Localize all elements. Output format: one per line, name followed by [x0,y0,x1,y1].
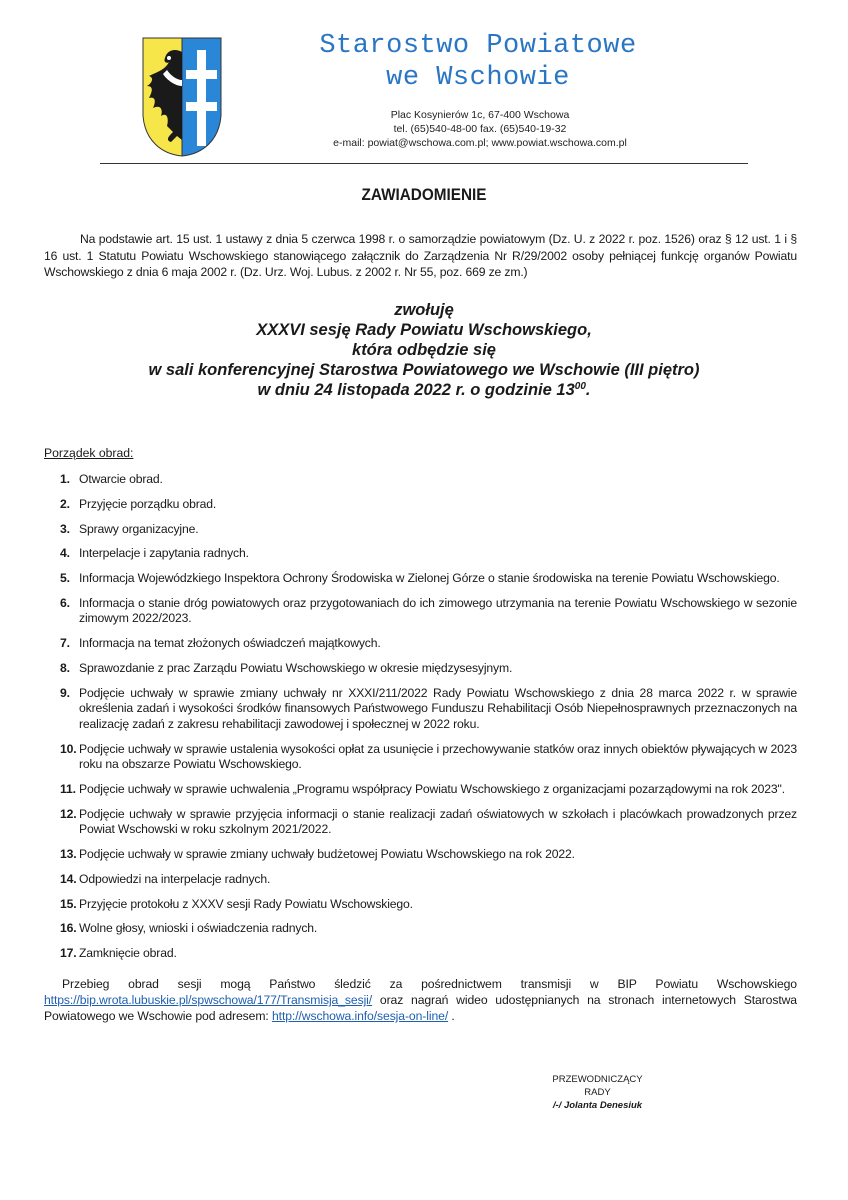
agenda-item-number: 17. [60,946,77,961]
session-online-link[interactable]: http://wschowa.info/sesja-on-line/ [271,1009,449,1023]
organization-name-line2: we Wschowie [386,63,570,93]
agenda-item-text: Podjęcie uchwały w sprawie uchwalenia „Programu współpracy Powiatu Wschowskiego z organizacjami pozarządowymi na rok 2023". [79,781,785,796]
agenda-item [60,897,797,913]
agenda-item-text: Sprawozdanie z prac Zarządu Powiatu Wschowskiego w okresie międzysesyjnym. [79,661,513,676]
convene-line3: która odbędzie się [352,341,496,359]
agenda-item [60,497,797,513]
agenda-item [60,847,797,863]
agenda-item-number: 4. [60,546,70,561]
legal-basis-paragraph [44,231,797,281]
agenda-item-number: 15. [60,896,77,911]
organization-name-line1: Starostwo Powiatowe [319,31,637,61]
agenda-item [60,546,797,562]
agenda-item [60,596,797,627]
agenda-item [60,636,797,652]
broadcast-note [44,976,797,1024]
agenda-item-number: 12. [60,806,77,821]
agenda-item-text: Przyjęcie protokołu z XXXV sesji Rady Powiatu Wschowskiego. [79,896,413,911]
email-website: e-mail: powiat@wschowa.com.pl; www.powiat.wschowa.com.pl [333,137,627,149]
agenda-item-text: Informacja Wojewódzkiego Inspektora Ochrony Środowiska w Zielonej Górze o stanie środowiska na terenie Powiatu Wschowskiego. [79,571,780,586]
agenda-item [60,686,797,733]
agenda-item-number: 13. [60,847,77,862]
agenda-item-number: 16. [60,921,77,936]
agenda-item-number: 10. [60,741,77,756]
convene-line1: zwołuję [394,301,454,319]
signature-block [540,1073,655,1112]
agenda-item-number: 8. [60,661,70,676]
agenda-item-number: 9. [60,685,70,700]
organization-address-block [300,108,660,150]
agenda-item-number: 14. [60,871,77,886]
agenda-item-text: Informacja o stanie dróg powiatowych oraz przygotowaniach do ich zimowego utrzymania na terenie Powiatu Wschowskiego w sezonie zimowym 2022/2023. [79,595,797,626]
convene-line2: XXXVI sesję Rady Powiatu Wschowskiego, [256,321,592,339]
broadcast-text-after: . [448,1009,455,1023]
agenda-item-number: 11. [60,781,76,796]
address: Plac Kosynierów 1c, 67-400 Wschowa [390,109,570,121]
agenda-item-text: Podjęcie uchwały w sprawie przyjęcia informacji o stanie realizacji zadań oświatowych w szkołach i placówkach prowadzonych przez Powiat Wschowski w roku szkolnym 2021/2022. [79,806,797,837]
bip-transmission-link[interactable]: https://bip.wrota.lubuskie.pl/spwschowa/177/Transmisja_sesji/ [44,993,373,1007]
agenda-item-text: Interpelacje i zapytania radnych. [79,546,249,561]
agenda-item-text: Podjęcie uchwały w sprawie zmiany uchwały budżetowej Powiatu Wschowskiego na rok 2022. [79,847,575,862]
agenda-item-number: 3. [60,521,70,536]
agenda-item-number: 6. [60,595,70,610]
document-title: ZAWIADOMIENIE [361,185,487,204]
agenda-item-text: Sprawy organizacyjne. [79,521,199,536]
agenda-item [60,522,797,538]
agenda-item-text: Odpowiedzi na interpelacje radnych. [79,871,271,886]
agenda-item [60,872,797,888]
agenda-list [60,472,797,971]
agenda-item-number: 5. [60,571,70,586]
agenda-item-text: Podjęcie uchwały w sprawie ustalenia wysokości opłat za usunięcie i przechowywanie statków oraz innych obiektów pływających w 2023 roku na obszarze Powiatu Wschowskiego. [79,741,797,772]
agenda-item-number: 2. [60,496,70,511]
agenda-item [60,921,797,937]
agenda-item [60,742,797,773]
agenda-item-number: 7. [60,636,70,651]
agenda-item [60,571,797,587]
convene-line4: w sali konferencyjnej Starostwa Powiatowego we Wschowie (III piętro) [148,361,700,379]
agenda-item-text: Zamknięcie obrad. [79,946,177,961]
agenda-item [60,807,797,838]
agenda-item [60,472,797,488]
signature-role-line2: RADY [584,1087,611,1098]
legal-basis-text: Na podstawie art. 15 ust. 1 ustawy z dnia 5 czerwca 1998 r. o samorządzie powiatowym (Dz. U. z 2022 r. poz. 1526) oraz § 12 ust. 1 i § 16 ust. 1 Statutu Powiatu Wschowskiego stanowiącego załącznik do Zarządzenia Nr R/29/2002 osoby pełniącej funkcję organów Powiatu Wschowskiego z dnia 6 maja 2002 r. (Dz. Urz. Woj. Lubus. z 2002 r. Nr 55, poz. 669 ze zm.) [44,232,797,279]
header-divider [100,163,748,164]
convene-line5 [0,380,848,400]
session-date-time: w dniu 24 listopada 2022 r. o godzinie 13 [257,381,575,399]
agenda-heading: Porządek obrad: [44,446,134,460]
agenda-item [60,661,797,677]
agenda-item [60,946,797,962]
agenda-item-text: Wolne głosy, wnioski i oświadczenia radnych. [79,921,318,936]
agenda-item-text: Informacja na temat złożonych oświadczeń majątkowych. [79,636,381,651]
agenda-item-text: Otwarcie obrad. [79,472,163,486]
agenda-item-number: 1. [60,472,70,486]
broadcast-text-middle: oraz nagrań wideo udostępnianych na stronach internetowych Starostwa Powiatowego we Wschowie pod adresem: [44,993,797,1023]
session-announcement [0,300,848,400]
broadcast-text-before: Przebieg obrad sesji mogą Państwo śledzić za pośrednictwem transmisji w BIP Powiatu Wschowskiego [62,977,797,991]
agenda-item-text: Przyjęcie porządku obrad. [79,496,217,511]
session-time-minutes: 00 [574,381,586,392]
signature-name: /-/ Jolanta Denesiuk [552,1100,643,1111]
broadcast-paragraph [44,976,797,1024]
agenda-item-text: Podjęcie uchwały w sprawie zmiany uchwały nr XXXI/211/2022 Rady Powiatu Wschowskiego z dnia 28 marca 2022 r. w sprawie określenia zadań i wysokości środków finansowych Państwowego Funduszu Rehabilitacji Osób Niepełnosprawnych przeznaczonych na realizację zadań z zakresu rehabilitacji zawodowej i społecznej w 2022 roku. [79,685,797,731]
session-date-end: . [585,381,591,399]
coat-of-arms-logo [141,36,223,158]
agenda-item [60,782,797,798]
signature-role-line1: PRZEWODNICZĄCY [552,1074,643,1085]
organization-name [250,30,706,94]
phone-fax: tel. (65)540-48-00 fax. (65)540-19-32 [393,123,567,135]
